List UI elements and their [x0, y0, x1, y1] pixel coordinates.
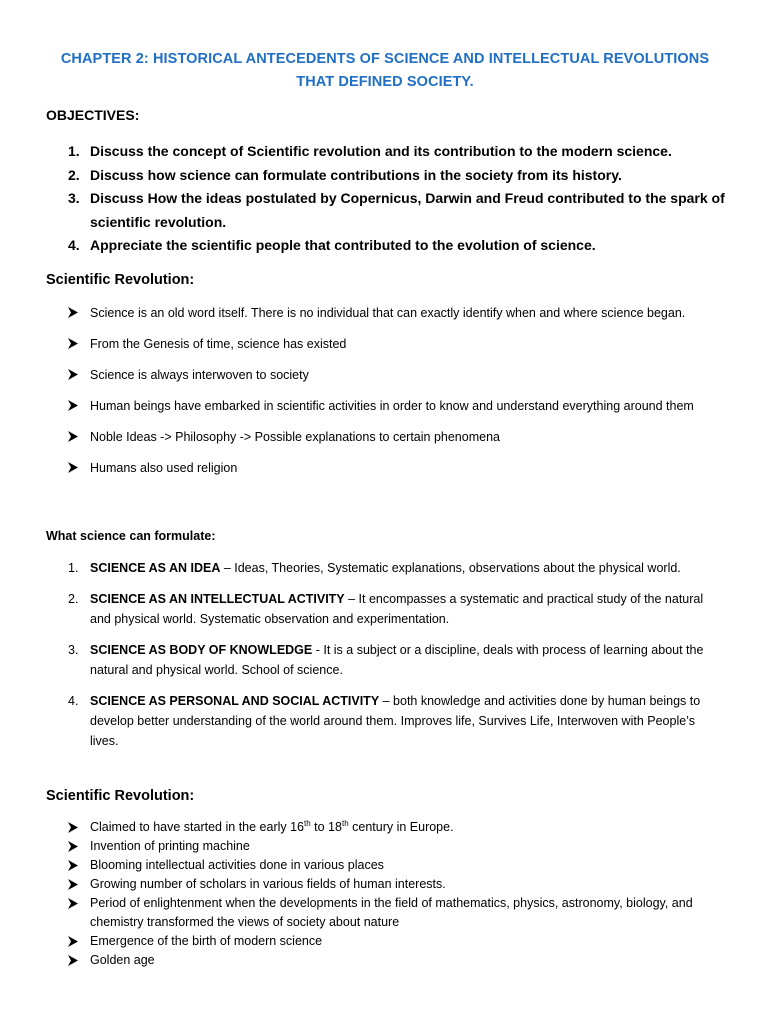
bullet-text: Science is an old word itself. There is no individual that can exactly identify when and where science began. — [90, 306, 686, 320]
item-description: - It is a subject or a discipline, deals with process of learning about the natural and physical world. School of science. — [90, 643, 704, 677]
bullet-item — [68, 932, 718, 951]
arrow-bullet-icon — [68, 822, 78, 833]
bullet-text: Period of enlightenment when the developments in the field of mathematics, physics, astronomy, biology, and chemistry transformed the views of society about nature — [90, 896, 693, 929]
bullet-text: Human beings have embarked in scientific activities in order to know and understand everything around them — [90, 399, 694, 413]
revolution-bullet-list — [68, 303, 718, 489]
bullet-text: Golden age — [90, 953, 155, 967]
item-term: SCIENCE AS PERSONAL AND SOCIAL ACTIVITY — [90, 694, 380, 708]
objective-item — [46, 234, 736, 258]
objective-item — [46, 140, 736, 164]
formulate-heading: What science can formulate: — [46, 529, 216, 543]
bullet-item — [68, 818, 718, 837]
bullet-item — [68, 334, 718, 354]
arrow-bullet-icon — [68, 307, 78, 318]
formulate-item — [68, 558, 718, 578]
item-term: SCIENCE AS AN INTELLECTUAL ACTIVITY — [90, 592, 345, 606]
arrow-bullet-icon — [68, 841, 78, 852]
bullet-item — [68, 856, 718, 875]
objective-number: 2. — [68, 166, 80, 183]
bullet-text: Growing number of scholars in various fields of human interests. — [90, 877, 446, 891]
item-number: 1. — [68, 561, 79, 575]
arrow-bullet-icon — [68, 936, 78, 947]
objectives-heading: OBJECTIVES: — [46, 107, 140, 123]
bullet-text: Blooming intellectual activities done in various places — [90, 858, 384, 872]
objective-item — [46, 164, 736, 188]
bullet-item — [68, 894, 718, 932]
arrow-bullet-icon — [68, 462, 78, 473]
arrow-bullet-icon — [68, 400, 78, 411]
item-number: 2. — [68, 592, 79, 606]
arrow-bullet-icon — [68, 369, 78, 380]
item-description: – both knowledge and activities done by human beings to develop better understanding of the world around them. Improves life, Survives Life, Interwoven with People’s lives. — [90, 694, 701, 748]
formulate-item — [68, 691, 718, 751]
bullet-text: Invention of printing machine — [90, 839, 250, 853]
bullet-item — [68, 458, 718, 478]
revolution-facts-list — [68, 818, 718, 970]
item-term: SCIENCE AS BODY OF KNOWLEDGE — [90, 643, 313, 657]
bullet-text-post: century in Europe. — [348, 820, 454, 834]
bullet-item — [68, 427, 718, 447]
bullet-item — [68, 837, 718, 856]
bullet-text: Humans also used religion — [90, 461, 238, 475]
formulate-list — [68, 558, 718, 762]
ordinal-suffix: th — [341, 818, 349, 828]
objective-text: Discuss How the ideas postulated by Copernicus, Darwin and Freud contributed to the spark of scientific revolution. — [90, 190, 725, 230]
objective-number: 3. — [68, 190, 80, 206]
arrow-bullet-icon — [68, 338, 78, 349]
objective-number: 1. — [68, 143, 80, 159]
arrow-bullet-icon — [68, 860, 78, 871]
section-heading-scientific-revolution: Scientific Revolution: — [46, 272, 195, 288]
bullet-item — [68, 396, 718, 416]
chapter-title: CHAPTER 2: HISTORICAL ANTECEDENTS OF SCIENCE AND INTELLECTUAL REVOLUTIONS THAT DEFINED SOCIETY. — [60, 51, 710, 90]
objective-text: Appreciate the scientific people that contributed to the evolution of science. — [90, 237, 596, 253]
arrow-bullet-icon — [68, 879, 78, 890]
arrow-bullet-icon — [68, 955, 78, 966]
objective-text: Discuss how science can formulate contributions in the society from its history. — [90, 166, 622, 183]
formulate-item — [68, 640, 718, 680]
objective-number: 4. — [68, 237, 80, 253]
arrow-bullet-icon — [68, 431, 78, 442]
bullet-text: Emergence of the birth of modern science — [90, 934, 323, 948]
bullet-text-mid: to 18 — [310, 820, 342, 834]
objective-text: Discuss the concept of Scientific revolution and its contribution to the modern science. — [90, 143, 672, 159]
bullet-item — [68, 951, 718, 970]
item-description: – It encompasses a systematic and practical study of the natural and physical world. Systematic observation and experimentation. — [90, 592, 704, 626]
item-description: – Ideas, Theories, Systematic explanations, observations about the physical world. — [220, 561, 681, 575]
item-number: 3. — [68, 643, 79, 657]
section-heading-scientific-revolution-2: Scientific Revolution: — [46, 788, 195, 804]
objective-item — [46, 187, 736, 234]
bullet-text: Science is always interwoven to society — [90, 368, 309, 382]
bullet-text: Noble Ideas -> Philosophy -> Possible explanations to certain phenomena — [90, 430, 500, 444]
bullet-item — [68, 365, 718, 385]
bullet-item — [68, 875, 718, 894]
bullet-item — [68, 303, 718, 323]
formulate-item — [68, 589, 718, 629]
item-term: SCIENCE AS AN IDEA — [90, 561, 221, 575]
item-number: 4. — [68, 694, 79, 708]
objectives-list — [46, 140, 736, 258]
arrow-bullet-icon — [68, 898, 78, 909]
bullet-text-pre: Claimed to have started in the early 16 — [90, 820, 305, 834]
ordinal-suffix: th — [304, 818, 311, 828]
bullet-text: From the Genesis of time, science has existed — [90, 337, 347, 351]
